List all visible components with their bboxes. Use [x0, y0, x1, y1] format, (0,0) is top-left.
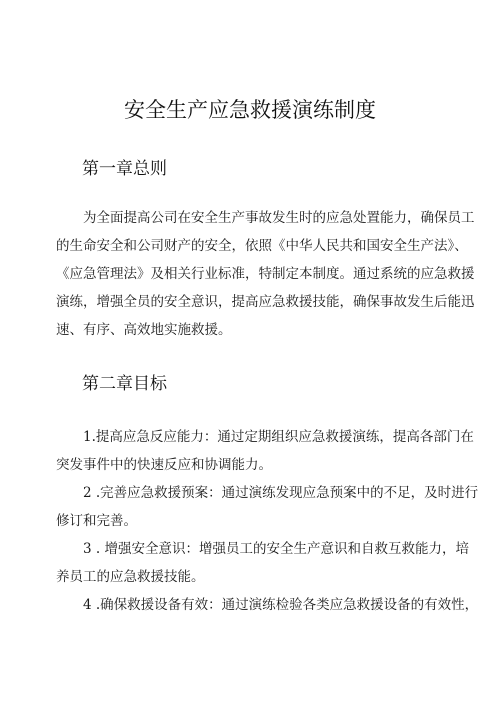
paragraph-line: 2 .完善应急救援预案：通过演练发现应急预案中的不足，及时进行 — [83, 485, 479, 501]
document-title: 安全生产应急救援演练制度 — [124, 98, 376, 122]
paragraph-line: 养员工的应急救援技能。 — [56, 569, 205, 585]
paragraph-line: 的生命安全和公司财产的安全，依照《中华人民共和国安全生产法》、 — [56, 238, 468, 254]
paragraph-line: 3 . 增强安全意识：增强员工的安全生产意识和自救互救能力，培 — [83, 541, 469, 557]
goal-item-3 — [56, 535, 469, 591]
paragraph-line: 演练，增强全员的安全意识，提高应急救援技能，确保事故发生后能迅 — [56, 294, 475, 310]
paragraph-line: 速、有序、高效地实施救援。 — [56, 322, 232, 338]
paragraph-line: 修订和完善。 — [56, 513, 137, 529]
goal-item-4 — [56, 591, 479, 619]
chapter-1-heading: 第一章总则 — [82, 159, 167, 179]
goal-item-2 — [56, 479, 479, 535]
chapter-2-heading: 第二章目标 — [82, 374, 167, 394]
goal-item-1 — [56, 423, 474, 479]
paragraph-line: 《应急管理法》及相关行业标准，特制定本制度。通过系统的应急救援 — [56, 266, 475, 282]
paragraph-line: 突发事件中的快速反应和协调能力。 — [56, 457, 272, 473]
paragraph-line: 为全面提高公司在安全生产事故发生时的应急处置能力，确保员工 — [83, 210, 475, 226]
paragraph-line: 4 .确保救援设备有效：通过演练检验各类应急救援设备的有效性， — [83, 597, 479, 613]
paragraph-line: 1.提高应急反应能力：通过定期组织应急救援演练，提高各部门在 — [83, 429, 474, 445]
chapter-1-paragraph — [56, 204, 475, 344]
